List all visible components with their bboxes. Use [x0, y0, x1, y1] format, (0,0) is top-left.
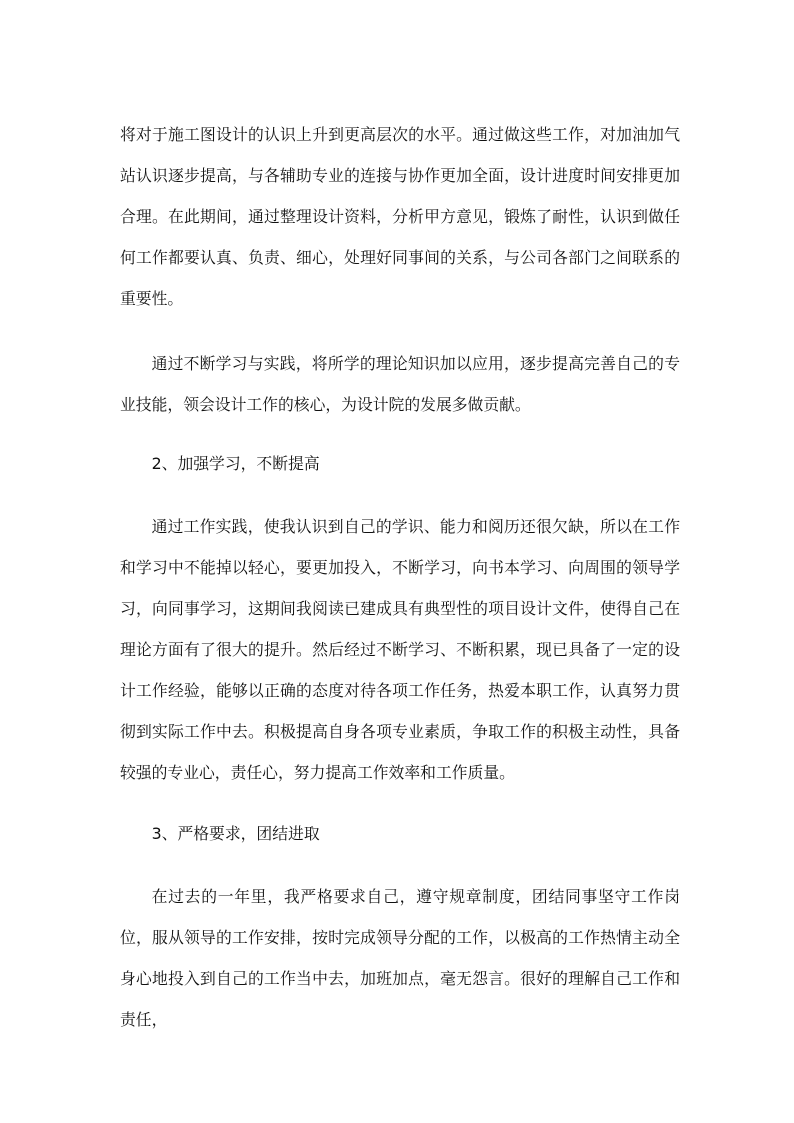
section-heading-strict-requirements: 3、严格要求，团结进取 [151, 823, 320, 843]
paragraph-design-recognition: 将对于施工图设计的认识上升到更高层次的水平。通过做这些工作，对加油加气站认识逐步提高，与各辅助专业的连接与协作更加全面，设计进度时间安排更加合理。在此期间，通过整理设计资料，分析甲方意见，锻炼了耐性，认识到做任何工作都要认真、负责、细心，处理好同事间的关系，与公司各部门之间联系的重要性。 [120, 124, 680, 308]
paragraph-past-year: 在过去的一年里，我严格要求自己，遵守规章制度，团结同事坚守工作岗位，服从领导的工作安排，按时完成领导分配的工作，以极高的工作热情主动全身心地投入到自己的工作当中去，加班加点，毫无怨言。很好的理解自己工作和责任， [120, 886, 680, 1029]
paragraph-learning-practice: 通过不断学习与实践，将所学的理论知识加以应用，逐步提高完善自己的专业技能，领会设计工作的核心，为设计院的发展多做贡献。 [120, 353, 680, 414]
paragraph-work-practice: 通过工作实践，使我认识到自己的学识、能力和阅历还很欠缺，所以在工作和学习中不能掉以轻心，要更加投入，不断学习，向书本学习、向周围的领导学习，向同事学习，这期间我阅读已建成具有典型性的项目设计文件，使得自己在理论方面有了很大的提升。然后经过不断学习、不断积累，现已具备了一定的设计工作经验，能够以正确的态度对待各项工作任务，热爱本职工作，认真努力贯彻到实际工作中去。积极提高自身各项专业素质，争取工作的积极主动性，具备较强的专业心，责任心，努力提高工作效率和工作质量。 [120, 516, 680, 782]
section-heading-strengthen-learning: 2、加强学习，不断提高 [151, 453, 320, 473]
